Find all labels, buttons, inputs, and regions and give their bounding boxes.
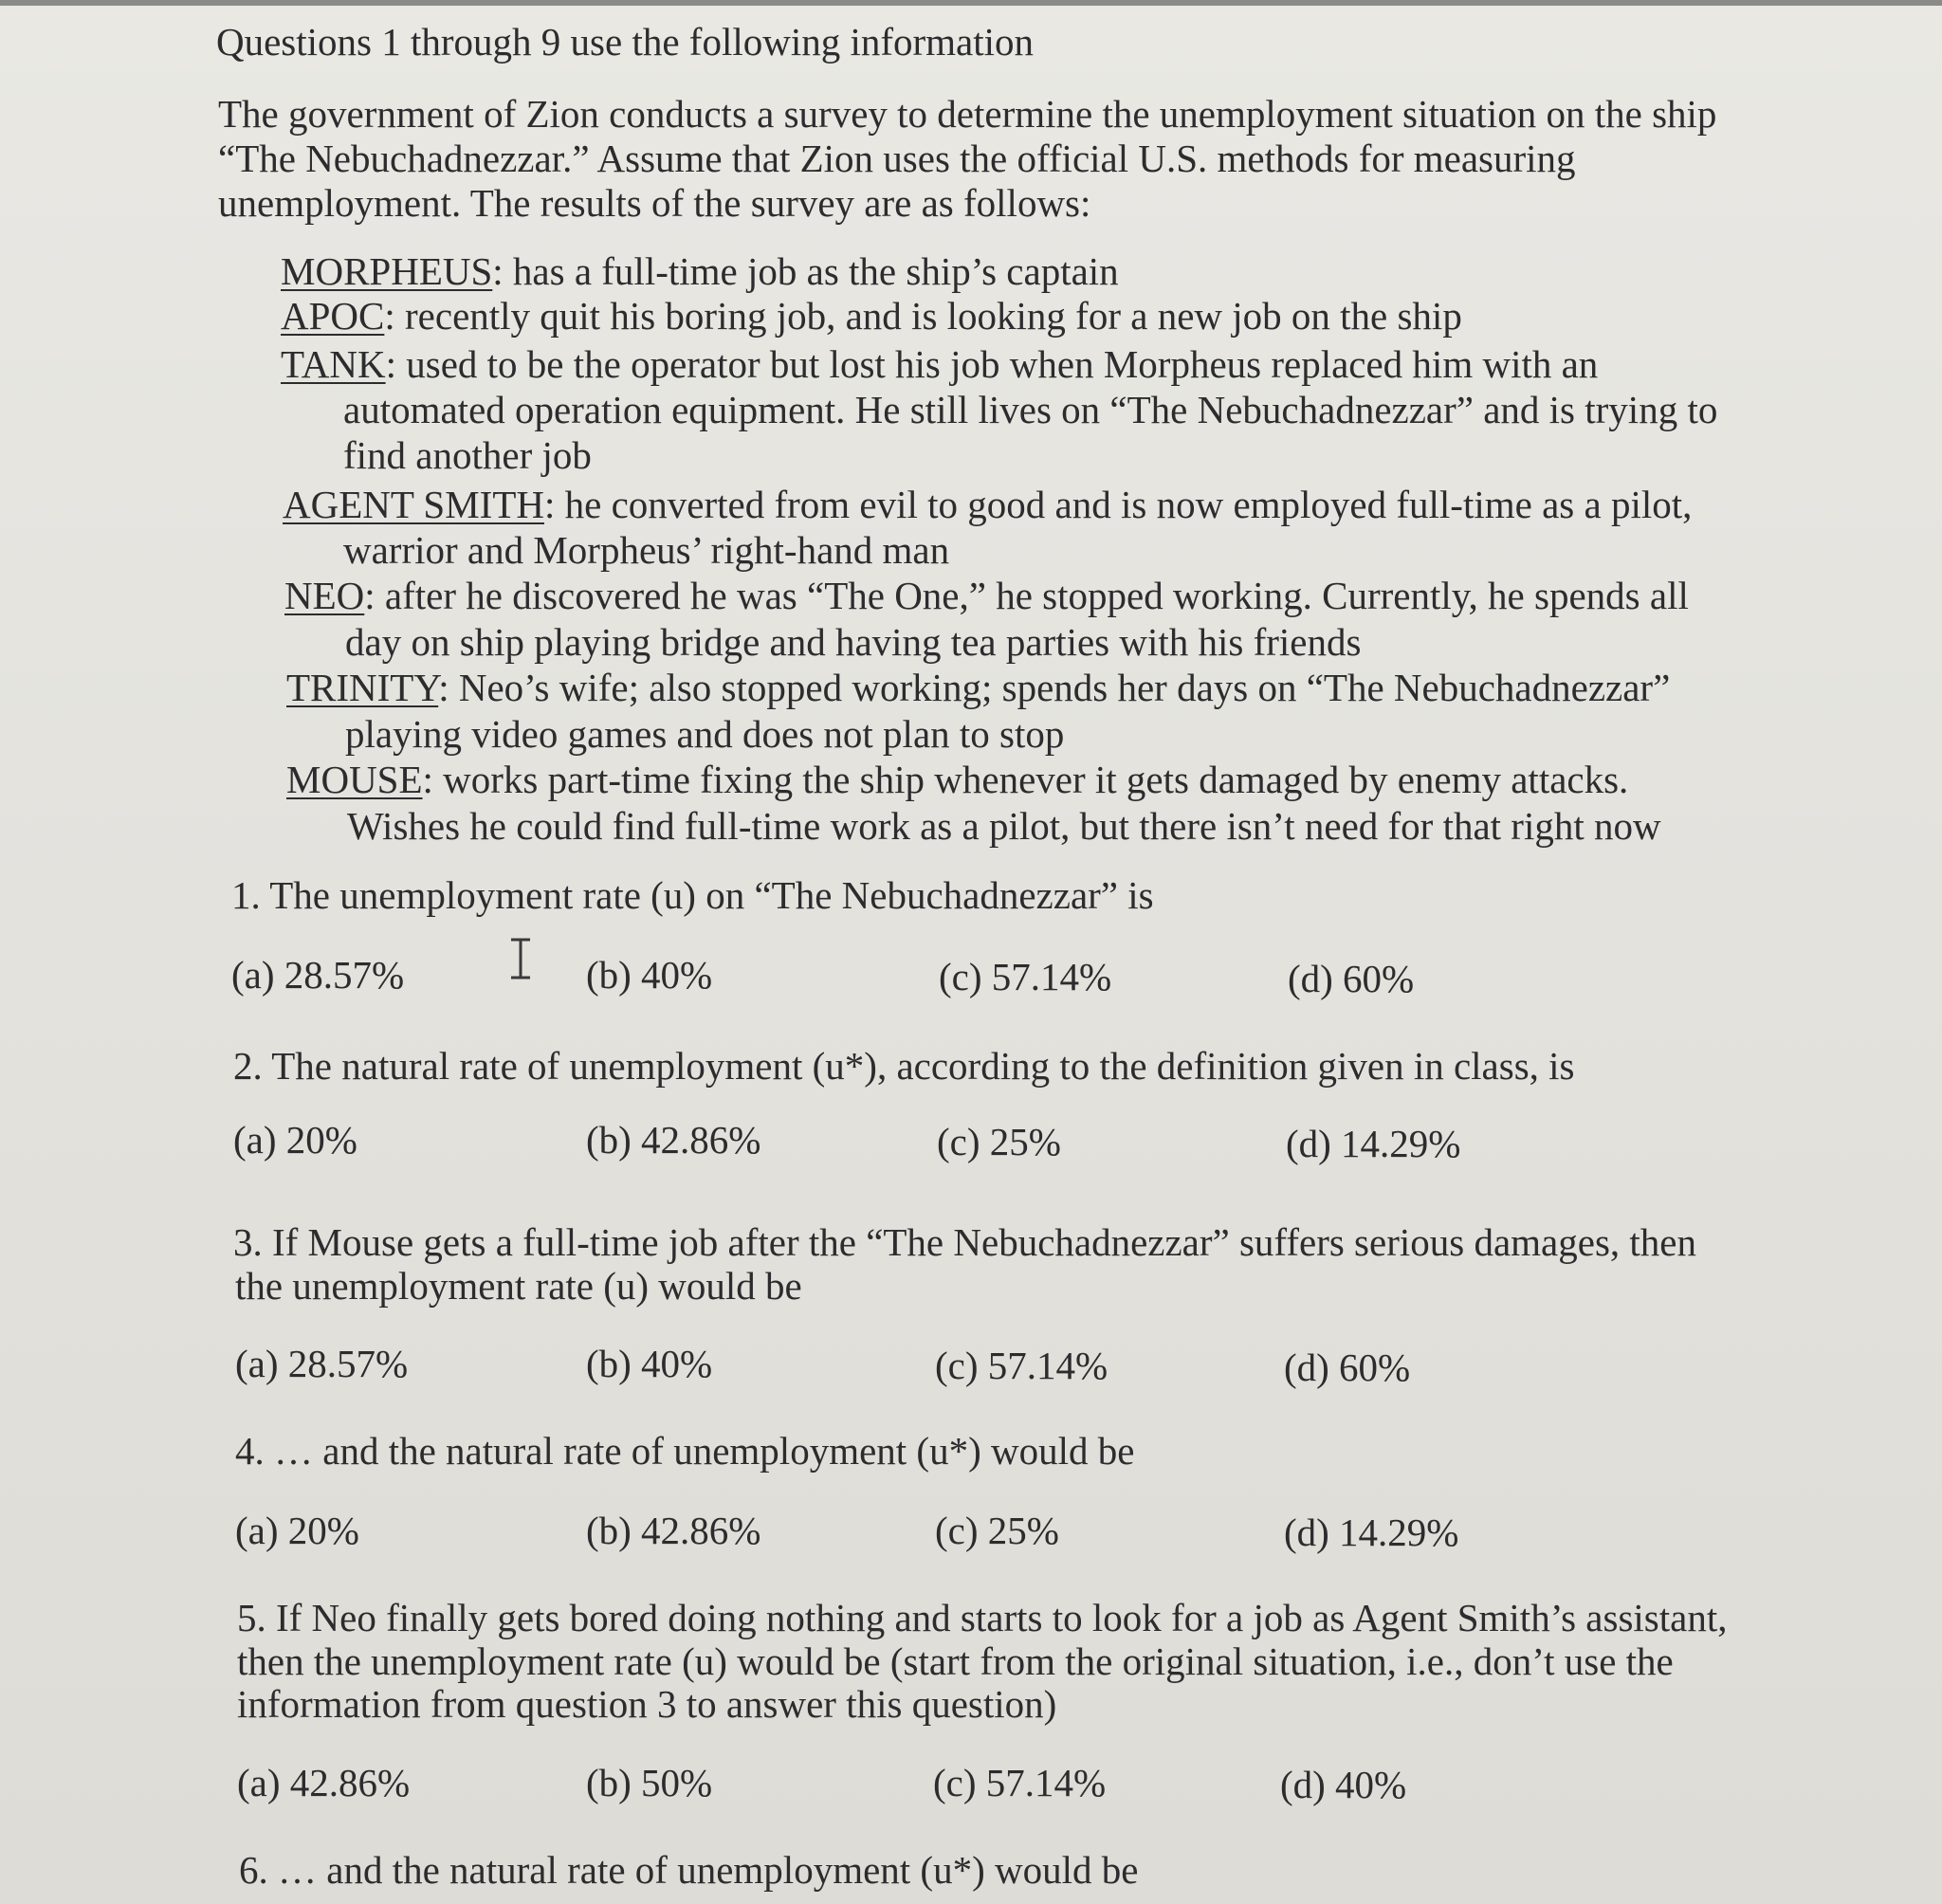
question-1-choice-d: (d) 60% [1288, 957, 1415, 1000]
survey-text: : recently quit his boring job, and is looking for a new job on the ship [384, 294, 1462, 338]
question-3-prompt-continued: the unemployment rate (u) would be [235, 1264, 802, 1308]
page-heading: Questions 1 through 9 use the following information [216, 20, 1035, 64]
survey-name: TRINITY [286, 666, 439, 709]
question-5-choice-a: (a) 42.86% [237, 1761, 411, 1804]
survey-entry-morpheus [281, 249, 1119, 293]
survey-name: MORPHEUS [281, 249, 493, 293]
question-3-choice-a: (a) 28.57% [235, 1342, 409, 1385]
question-6-prompt: 6. … and the natural rate of unemployment (u*) would be [239, 1848, 1139, 1892]
survey-text: : Neo’s wife; also stopped working; spends her days on “The Nebuchadnezzar” [438, 666, 1671, 709]
question-1-choice-b: (b) 40% [586, 953, 713, 997]
question-2-choice-a: (a) 20% [233, 1118, 357, 1162]
question-5-prompt-continued: information from question 3 to answer this question) [237, 1682, 1057, 1726]
question-3-prompt: 3. If Mouse gets a full-time job after the “The Nebuchadnezzar” suffers serious damages, then [233, 1220, 1696, 1264]
top-edge-bar [0, 0, 1942, 6]
survey-name: NEO [284, 574, 365, 617]
survey-name: MOUSE [286, 758, 423, 801]
question-4-prompt: 4. … and the natural rate of unemployment (u*) would be [235, 1429, 1135, 1473]
survey-text-continued: warrior and Morpheus’ right-hand man [343, 528, 950, 572]
survey-text: : after he discovered he was “The One,” he stopped working. Currently, he spends all [364, 574, 1689, 617]
question-3-choice-d: (d) 60% [1284, 1346, 1411, 1389]
question-5-choice-d: (d) 40% [1280, 1763, 1407, 1806]
question-4-choice-d: (d) 14.29% [1284, 1510, 1459, 1554]
question-2-choice-b: (b) 42.86% [586, 1118, 761, 1162]
text-cursor-icon [504, 937, 537, 980]
question-5-choice-c: (c) 57.14% [933, 1761, 1107, 1804]
intro-line: “The Nebuchadnezzar.” Assume that Zion uses the official U.S. methods for measuring [218, 137, 1576, 180]
question-3-choice-c: (c) 57.14% [935, 1344, 1108, 1387]
survey-entry-apoc [281, 294, 1462, 338]
question-5-prompt-continued: then the unemployment rate (u) would be (start from the original situation, i.e., don’t use the [237, 1639, 1674, 1683]
question-4-choice-b: (b) 42.86% [586, 1509, 761, 1552]
survey-entry-tank [281, 342, 1599, 386]
question-1-prompt: 1. The unemployment rate (u) on “The Nebuchadnezzar” is [231, 873, 1154, 917]
question-1-choice-c: (c) 57.14% [939, 955, 1112, 998]
question-2-prompt: 2. The natural rate of unemployment (u*), according to the definition given in class, is [233, 1044, 1575, 1088]
survey-text-continued: Wishes he could find full-time work as a pilot, but there isn’t need for that right now [347, 804, 1661, 848]
question-4-choice-c: (c) 25% [935, 1509, 1059, 1552]
question-5-prompt: 5. If Neo finally gets bored doing nothing and starts to look for a job as Agent Smith’s assistant, [237, 1596, 1728, 1639]
question-2-choice-c: (c) 25% [937, 1120, 1061, 1163]
survey-entry-trinity [286, 668, 1670, 707]
intro-line: unemployment. The results of the survey are as follows: [218, 181, 1091, 225]
survey-text: : has a full-time job as the ship’s captain [492, 249, 1119, 293]
question-2-choice-d: (d) 14.29% [1286, 1122, 1461, 1165]
survey-text: : used to be the operator but lost his job when Morpheus replaced him with an [385, 342, 1599, 386]
survey-name: AGENT SMITH [283, 483, 544, 526]
survey-name: TANK [281, 342, 386, 386]
question-5-choice-b: (b) 50% [586, 1761, 713, 1804]
question-4-choice-a: (a) 20% [235, 1509, 359, 1552]
survey-text: : works part-time fixing the ship whenever it gets damaged by enemy attacks. [422, 758, 1629, 801]
survey-text-continued: find another job [343, 433, 592, 477]
survey-entry-mouse [286, 760, 1628, 799]
survey-text-continued: playing video games and does not plan to stop [345, 712, 1065, 756]
survey-name: APOC [281, 294, 385, 338]
intro-line: The government of Zion conducts a survey to determine the unemployment situation on the ship [218, 92, 1717, 136]
question-1-choice-a: (a) 28.57% [231, 953, 405, 997]
survey-text: : he converted from evil to good and is now employed full-time as a pilot, [544, 483, 1693, 526]
survey-entry-neo [284, 574, 1689, 617]
survey-text-continued: automated operation equipment. He still lives on “The Nebuchadnezzar” and is trying to [343, 388, 1718, 431]
survey-entry-agent-smith [283, 485, 1692, 524]
question-3-choice-b: (b) 40% [586, 1342, 713, 1385]
survey-text-continued: day on ship playing bridge and having tea parties with his friends [345, 620, 1362, 664]
